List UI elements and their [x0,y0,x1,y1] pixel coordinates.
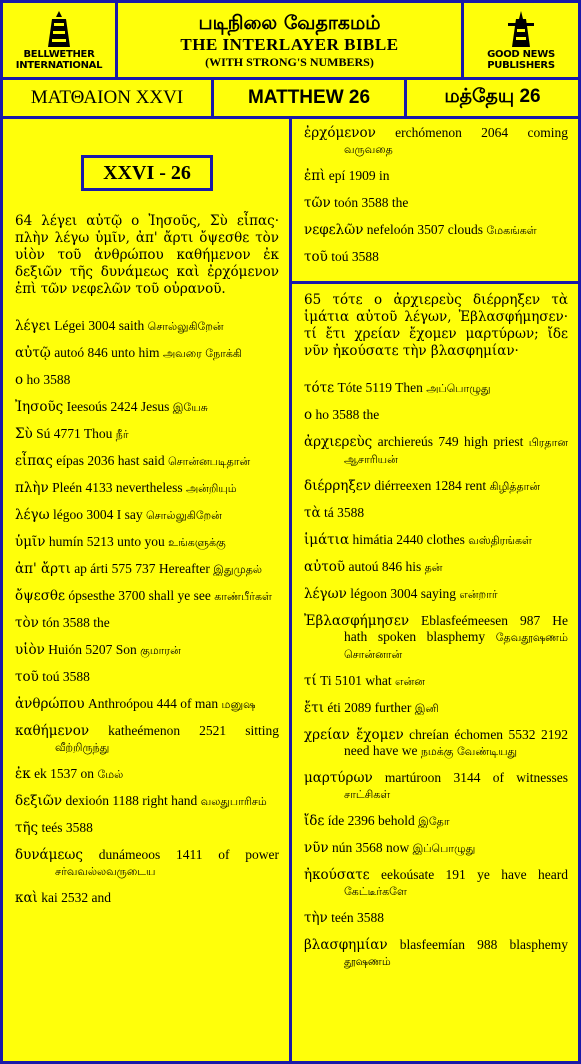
good-news-logo-icon [504,9,538,49]
tamil-gloss: வருவதை [344,143,393,156]
word-entry [15,318,279,335]
transliteration-gloss: Pleén 4133 nevertheless [48,480,186,495]
right-top-column [292,119,578,281]
greek-word: βλασφημίαν [304,937,388,953]
tamil-gloss: உங்களுக்கு [168,536,226,549]
greek-word: λέγω [15,507,50,523]
greek-word: χρείαν ἔχομεν [304,727,404,743]
greek-word: Ἰησοῦς [15,399,64,415]
tamil-gloss: சாட்சிகள் [344,788,391,801]
transliteration-gloss: Sú 4771 Thou [32,426,116,441]
title-english: THE INTERLAYER BIBLE [180,35,399,54]
tamil-gloss: மேகங்கள் [486,224,537,237]
greek-word: τὴν [304,910,328,926]
greek-word: τοῦ [15,669,39,685]
word-entry [304,700,568,717]
transliteration-gloss: éti 2089 further [324,700,415,715]
word-entry [15,372,279,389]
greek-word: τοῦ [304,249,328,265]
word-entry [304,168,568,185]
word-entry [304,249,568,266]
transliteration-gloss: toón 3588 the [330,195,409,210]
greek-word: τότε [304,380,335,396]
greek-word: λέγει [15,318,51,334]
transliteration-gloss: chreían échomen 5532 2192 need have we [344,727,569,758]
word-entry [15,793,279,810]
word-entry [15,820,279,837]
word-entry [15,588,279,605]
transliteration-gloss: kai 2532 and [37,890,111,905]
greek-word: ο [304,407,313,423]
transliteration-gloss: ho 3588 [23,372,71,387]
greek-word: Σὺ [15,426,33,442]
chapter-english: MATTHEW 26 [214,80,404,116]
tamil-gloss: குமாரன் [140,644,181,657]
word-entry [304,840,568,857]
word-entry [304,937,568,970]
transliteration-gloss: diérreexen 1284 rent [371,478,490,493]
tamil-gloss: கிழித்தான் [489,480,541,493]
greek-word: Ἐβλασφήμησεν [304,613,410,629]
word-entry [15,615,279,632]
word-entry [15,480,279,497]
chapter-tamil: மத்தேயு 26 [407,80,578,116]
greek-word: δεξιῶν [15,793,63,809]
greek-word: ἠκούσατε [304,867,370,883]
transliteration-gloss: tón 3588 the [38,615,110,630]
word-entry [15,507,279,524]
word-entry [304,586,568,603]
tamil-gloss: இப்பொழுது [412,842,476,855]
word-entry [15,766,279,783]
title-box [118,3,461,77]
transliteration-gloss: blasfeemían 988 blasphemy [387,937,568,952]
greek-word: ὄψεσθε [15,588,66,604]
tamil-gloss: இயேசு [172,401,208,414]
greek-word: καθήμενον [15,723,90,739]
transliteration-gloss: katheémenon 2521 sitting [89,723,279,738]
good-news-logo-text: GOOD NEWS PUBLISHERS [487,49,555,71]
transliteration-gloss: erchómenon 2064 coming [375,125,568,140]
transliteration-gloss: epí 1909 in [325,168,390,183]
greek-word: αὐτοῦ [304,559,346,575]
word-entry [304,434,568,468]
word-entry [15,561,279,578]
word-entry [304,910,568,927]
word-entry [15,642,279,659]
word-entry [304,380,568,397]
transliteration-gloss: tá 3588 [320,505,365,520]
transliteration-gloss: nún 3568 now [328,840,413,855]
word-entry [15,534,279,551]
word-entry [15,399,279,416]
word-entry [304,673,568,690]
greek-word: ο [15,372,24,388]
tamil-gloss: காண்பீர்கள் [214,590,272,603]
tamil-gloss: அன்றியும் [185,482,237,495]
word-entry [304,478,568,495]
tamil-gloss: தேவதூஷணம் சொன்னான் [344,631,568,661]
transliteration-gloss: archiereús 749 high priest [372,434,529,449]
verse-65-greek-text: 65 τότε ο ἀρχιερεὺς διέρρηξεν τὰ ἱμάτια αὐτοῦ λέγων, Ἐβλασφήμησεν· τί ἔτι χρείαν ἔχομεν μαρτύρων; ἴδε νῦν ἠκούσατε τὴν βλασφημίαν· [304,292,568,359]
transliteration-gloss: íde 2396 behold [324,813,419,828]
word-entry [304,125,568,158]
right-bottom-word-list [304,380,568,970]
tamil-gloss: வலதுபாரிசம் [200,795,267,808]
greek-word: εἶπας [15,453,53,469]
tamil-gloss: அப்பொழுது [426,382,491,395]
transliteration-gloss: Tóte 5119 Then [334,380,427,395]
bellwether-logo-text: BELLWETHER INTERNATIONAL [15,49,103,71]
word-entry [15,345,279,362]
tamil-gloss: வஸ்திரங்கள் [468,534,532,547]
greek-word: καὶ [15,890,38,906]
transliteration-gloss: Légei 3004 saith [50,318,148,333]
transliteration-gloss: Anthroópou 444 of man [84,696,222,711]
greek-word: αὐτῷ [15,345,51,361]
greek-word: νῦν [304,840,329,856]
tamil-gloss: சர்வவல்லவருடைய [55,865,156,878]
tamil-gloss: நீர் [115,428,129,441]
transliteration-gloss: eekoúsate 191 ye have heard [369,867,568,882]
transliteration-gloss: humín 5213 unto you [45,534,169,549]
title-tamil: படிநிலை வேதாகமம் [198,12,381,34]
tamil-gloss: என்றார் [459,588,498,601]
word-entry [15,453,279,470]
transliteration-gloss: himátia 2440 clothes [349,532,469,547]
greek-word: λέγων [304,586,347,602]
transliteration-gloss: eípas 2036 hast said [52,453,168,468]
tamil-gloss: கேட்டீர்களே [344,885,407,898]
greek-word: τῶν [304,195,331,211]
word-entry [304,222,568,239]
chapter-greek: ΜΑΤΘΑΙΟΝ XXVI [3,80,211,116]
greek-word: μαρτύρων [304,770,373,786]
bellwether-logo [3,3,115,77]
left-column [3,119,289,1061]
right-bottom-column [292,284,578,1061]
greek-word: ἀρχιερεὺς [304,434,373,450]
word-entry [15,696,279,713]
greek-word: τί [304,673,317,689]
tamil-gloss: என்ன [395,675,425,688]
transliteration-gloss: dexioón 1188 right hand [62,793,201,808]
word-entry [304,532,568,549]
greek-word: ὑμῖν [15,534,46,550]
greek-word: δυνάμεως [15,847,83,863]
transliteration-gloss: dunámeoos 1411 of power [83,847,279,862]
word-entry [15,847,279,880]
greek-word: ἀπ' ἄρτι [15,561,71,577]
word-entry [304,813,568,830]
title-subtitle: (WITH STRONG'S NUMBERS) [205,55,374,69]
word-entry [304,613,568,663]
word-entry [15,426,279,443]
word-entry [304,770,568,803]
greek-word: ἔτι [304,700,325,716]
tamil-gloss: சொன்னபடிதான் [167,455,251,468]
transliteration-gloss: légoon 3004 saying [346,586,460,601]
verse-64-greek-text: 64 λέγει αὐτῷ ο Ἰησοῦς, Σὺ εἶπας· πλὴν λέγω ὑμῖν, ἀπ' ἄρτι ὄψεσθε τὸν υἱὸν τοῦ ἀνθρώπου καθήμενον ἐκ δεξιῶν τῆς δυνάμεως καὶ ἐρχόμενον ἐπὶ τῶν νεφελῶν τοῦ οὐρανοῦ. [15,213,279,297]
transliteration-gloss: autoó 846 unto him [50,345,163,360]
greek-word: ἱμάτια [304,532,350,548]
left-word-list [15,318,279,907]
transliteration-gloss: ek 1537 on [30,766,98,781]
transliteration-gloss: Ti 5101 what [316,673,396,688]
transliteration-gloss: toú 3588 [38,669,90,684]
greek-word: ἴδε [304,813,325,829]
greek-word: ἐπὶ [304,168,326,184]
tamil-gloss: வீற்றிருந்து [55,741,110,754]
word-entry [304,407,568,424]
tamil-gloss: சொல்லுகிறேன் [147,320,224,333]
tamil-gloss: இதோ [418,815,450,828]
good-news-logo [464,3,578,77]
transliteration-gloss: ho 3588 the [312,407,380,422]
greek-word: πλὴν [15,480,49,496]
transliteration-gloss: Ieesoús 2424 Jesus [63,399,173,414]
transliteration-gloss: Huión 5207 Son [44,642,141,657]
transliteration-gloss: toú 3588 [327,249,379,264]
word-entry [304,559,568,576]
bellwether-logo-icon [42,9,76,49]
greek-word: νεφελῶν [304,222,364,238]
verse-badge: XXVI - 26 [81,155,213,191]
tamil-gloss: அவரை நோக்கி [162,347,242,360]
word-entry [15,723,279,756]
transliteration-gloss: ap árti 575 737 Hereafter [70,561,214,576]
tamil-gloss: சொல்லுகிறேன் [146,509,222,522]
tamil-gloss: இனி [414,702,439,715]
word-entry [304,727,568,760]
greek-word: ἐκ [15,766,31,782]
greek-word: ἀνθρώπου [15,696,85,712]
transliteration-gloss: martúroon 3144 of witnesses [372,770,568,785]
word-entry [304,867,568,900]
transliteration-gloss: nefeloón 3507 clouds [363,222,487,237]
transliteration-gloss: Eblasfeémeesen 987 He hath spoken blasphemy [344,613,568,644]
transliteration-gloss: légoo 3004 I say [49,507,146,522]
tamil-gloss: நமக்கு வேண்டியது [420,745,518,758]
word-entry [304,505,568,522]
tamil-gloss: பிரதான ஆசாரியன் [344,436,568,466]
tamil-gloss: தூஷணம் [344,955,391,968]
tamil-gloss: மனுஷ [221,698,256,711]
greek-word: τὰ [304,505,321,521]
greek-word: διέρρηξεν [304,478,372,494]
transliteration-gloss: ópsesthe 3700 shall ye see [65,588,215,603]
greek-word: τὸν [15,615,39,631]
tamil-gloss: தன் [424,561,443,574]
tamil-gloss: இதுமுதல் [213,563,262,576]
greek-word: ἐρχόμενον [304,125,376,141]
word-entry [15,669,279,686]
tamil-gloss: மேல் [97,768,124,781]
greek-word: τῆς [15,820,39,836]
transliteration-gloss: teés 3588 [38,820,93,835]
transliteration-gloss: autoú 846 his [345,559,425,574]
greek-word: υἱὸν [15,642,45,658]
right-top-word-list [304,125,568,266]
word-entry [15,890,279,907]
word-entry [304,195,568,212]
transliteration-gloss: teén 3588 [327,910,385,925]
